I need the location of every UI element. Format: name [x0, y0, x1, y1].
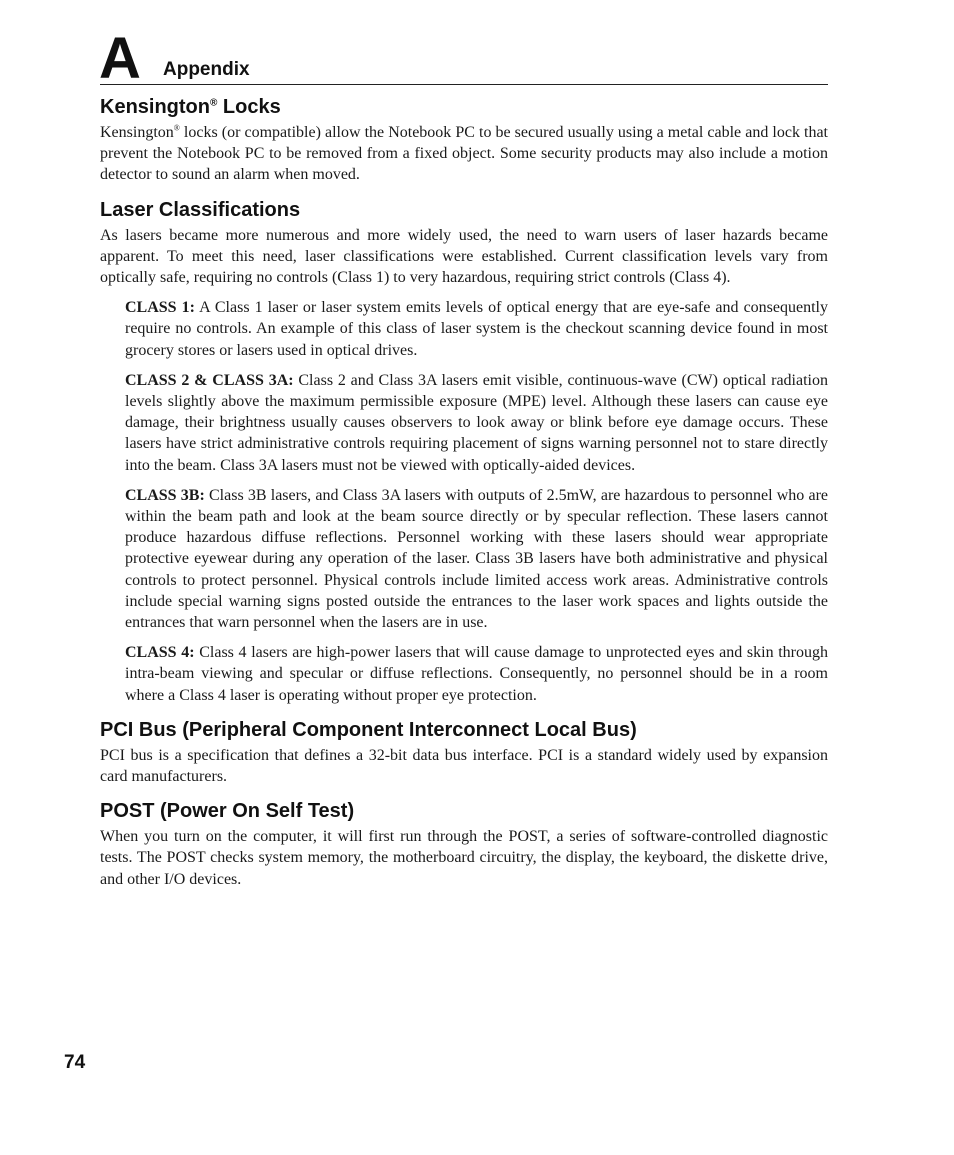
laser-class-2-3a — [125, 370, 828, 476]
page-header — [99, 26, 828, 91]
section-pci — [100, 717, 828, 787]
registered-mark: ® — [173, 123, 180, 133]
section-title-post: POST (Power On Self Test) — [100, 800, 355, 823]
appendix-letter: A — [99, 26, 141, 91]
page-number: 74 — [64, 1052, 86, 1073]
laser-intro: As lasers became more numerous and more widely used, the need to warn users of laser hazards became apparent. To meet this need, laser classifications were established. Current classification levels vary from optically safe, requiring no controls (Class 1) to very hazardous, requiring strict controls (Class 4). — [100, 226, 828, 287]
laser-class-1 — [125, 297, 828, 361]
class-label: CLASS 2 & CLASS 3A: — [125, 371, 294, 389]
class-label: CLASS 4: — [125, 644, 195, 662]
registered-mark: ® — [210, 97, 218, 109]
section-kensington — [100, 94, 828, 186]
laser-class-3b — [125, 485, 828, 633]
class-text: Class 3B lasers, and Class 3A lasers with outputs of 2.5mW, are hazardous to personnel who are within the beam path and look at the beam source directly or by specular reflection. These lasers cannot produce hazardous diffuse reflections. Personnel working with these lasers should wear appropriate protective eyewear during any operation of the laser. Class 3B lasers have both administrative and physical controls to protect personnel. Physical controls include limited access work areas. Administrative controls include special warning signs posted outside the entrances to the laser work spaces and lights outside the entrances that warn personnel when the lasers are in use. — [125, 486, 829, 632]
class-label: CLASS 3B: — [125, 486, 205, 504]
section-post — [100, 798, 828, 890]
class-label: CLASS 1: — [125, 299, 195, 317]
kensington-body: Kensington® locks (or compatible) allow the Notebook PC to be secured usually using a metal cable and lock that prevent the Notebook PC to be removed from a fixed object. Some security products may also include a motion detector to sound an alarm when moved. — [100, 123, 828, 184]
section-title-pci: PCI Bus (Peripheral Component Interconnect Local Bus) — [100, 718, 637, 741]
section-title-kensington: Kensington® Locks — [100, 96, 281, 118]
class-text: Class 2 and Class 3A lasers emit visible, continuous-wave (CW) optical radiation levels slightly above the maximum permissible exposure (MPE) level. Although these lasers can cause eye damage, their brightness usually causes observers to look away or blink before eye damage occurs. These lasers have strict administrative controls requiring placement of signs warning personnel not to stare directly into the beam. Class 3A lasers must not be viewed with optically-aided devices. — [125, 371, 828, 474]
class-text: Class 4 lasers are high-power lasers that will cause damage to unprotected eyes and skin through intra-beam viewing and specular or diffuse reflections. Consequently, no personnel should be in a room where a Class 4 laser is operating without proper eye protection. — [125, 644, 828, 704]
post-body: When you turn on the computer, it will first run through the POST, a series of software-controlled diagnostic tests. The POST checks system memory, the motherboard circuitry, the display, the keyboard, the diskette drive, and other I/O devices. — [100, 828, 828, 888]
pci-body: PCI bus is a specification that defines a 32-bit data bus interface. PCI is a standard widely used by expansion card manufacturers. — [100, 746, 828, 786]
appendix-label: Appendix — [163, 59, 250, 80]
section-laser — [100, 197, 828, 706]
laser-class-4 — [125, 642, 828, 706]
page-content — [100, 94, 828, 890]
class-text: A Class 1 laser or laser system emits levels of optical energy that are eye-safe and consequently require no controls. An example of this class of laser system is the checkout scanning device found in most grocery stores or lasers used in optical drives. — [125, 299, 828, 359]
section-title-laser: Laser Classifications — [100, 198, 301, 221]
